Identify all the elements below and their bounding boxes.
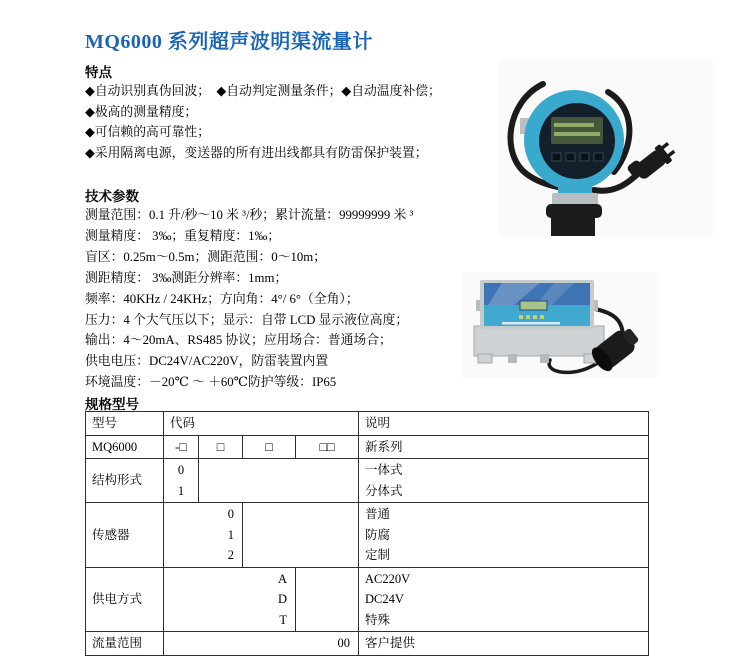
lcd-display bbox=[551, 117, 603, 144]
spec-table-row bbox=[86, 632, 649, 656]
code-placeholder-cell: □ bbox=[199, 435, 243, 459]
tech-param-line: 压力：4 个大气压以下；显示：自带 LCD 显示液位高度； bbox=[85, 312, 409, 327]
col-header-desc: 说明 bbox=[359, 412, 649, 436]
tech-params-list bbox=[85, 205, 515, 393]
tech-param-line: 测距精度： 3‰测距分辨率：1mm； bbox=[85, 270, 288, 285]
features-heading: 特点 bbox=[85, 65, 112, 80]
transducer-ring bbox=[546, 204, 602, 218]
empty-cell bbox=[199, 459, 359, 503]
tech-param-line: 测量精度： 3‰；重复精度：1‰； bbox=[85, 228, 281, 243]
split-transmitter-photo bbox=[462, 272, 657, 377]
tech-param-line: 测量范围：0.1 升/秒～10 米 ³/秒；累计流量：99999999 米 ³ bbox=[85, 208, 414, 222]
spec-model-heading: 规格型号 bbox=[85, 397, 139, 412]
page-title: MQ6000 系列超声波明渠流量计 bbox=[85, 31, 373, 53]
code-value-cell: A D T bbox=[164, 567, 296, 632]
mounting-bracket bbox=[474, 326, 604, 356]
label-strip bbox=[502, 322, 560, 325]
desc-cell: 新系列 bbox=[359, 435, 649, 459]
code-placeholder-cell: -□ bbox=[164, 435, 199, 459]
desc-cell: 客户提供 bbox=[359, 632, 649, 656]
col-header-model: 型号 bbox=[86, 412, 164, 436]
desc-cell: 普通 防腐 定制 bbox=[359, 503, 649, 568]
feature-item: ◆自动识别真伪回波； ◆自动判定测量条件；◆自动温度补偿； bbox=[85, 84, 441, 98]
cable-gland bbox=[540, 354, 549, 363]
tech-param-line: 盲区：0.25m～0.5m；测距范围：0～10m； bbox=[85, 249, 327, 264]
empty-cell bbox=[243, 503, 359, 568]
code-value-cell: 0 1 bbox=[164, 459, 199, 503]
code-value-cell: 00 bbox=[164, 632, 359, 656]
col-header-code: 代码 bbox=[164, 412, 359, 436]
code-placeholder-cell: □ bbox=[243, 435, 296, 459]
feature-list bbox=[85, 81, 505, 163]
tech-param-line: 输出：4～20mA、RS485 协议；应用场合：普通场合； bbox=[85, 333, 392, 348]
transducer-body bbox=[551, 216, 595, 236]
feature-item: ◆极高的测量精度； bbox=[85, 104, 198, 119]
option-group-cell: 供电方式 bbox=[86, 567, 164, 632]
integrated-flowmeter-photo bbox=[498, 60, 713, 236]
spec-table-body bbox=[86, 412, 649, 656]
option-group-cell: 结构形式 bbox=[86, 459, 164, 503]
spec-table-row bbox=[86, 503, 649, 568]
spec-model-table bbox=[85, 411, 649, 656]
empty-cell bbox=[296, 567, 359, 632]
feature-item: ◆采用隔离电源，变送器的所有进出线都具有防雷保护装置； bbox=[85, 145, 428, 160]
spec-table-row bbox=[86, 567, 649, 632]
desc-cell: 一体式 分体式 bbox=[359, 459, 649, 503]
option-group-cell: 传感器 bbox=[86, 503, 164, 568]
code-value-cell: 0 1 2 bbox=[164, 503, 243, 568]
tech-param-line: 环境温度：－20℃ ～ ＋60℃防护等级：IP65 bbox=[85, 375, 337, 390]
tech-param-line: 频率：40KHz / 24KHz；方向角：4°/ 6°（全角）； bbox=[85, 291, 359, 306]
spec-table-row bbox=[86, 459, 649, 503]
tech-param-line: 供电电压：DC24V/AC220V，防雷装置内置 bbox=[85, 354, 329, 369]
tech-params-heading: 技术参数 bbox=[85, 189, 139, 204]
option-group-cell: 流量范围 bbox=[86, 632, 164, 656]
code-placeholder-cell: □□ bbox=[296, 435, 359, 459]
desc-cell: AC220V DC24V 特殊 bbox=[359, 567, 649, 632]
spec-table-row bbox=[86, 435, 649, 459]
mounting-tab bbox=[478, 354, 492, 363]
feature-item: ◆可信赖的高可靠性； bbox=[85, 125, 211, 140]
cable-gland bbox=[508, 354, 517, 363]
model-cell: MQ6000 bbox=[86, 435, 164, 459]
lcd-display bbox=[520, 301, 547, 310]
spec-table-row bbox=[86, 412, 649, 436]
front-panel bbox=[484, 283, 590, 326]
